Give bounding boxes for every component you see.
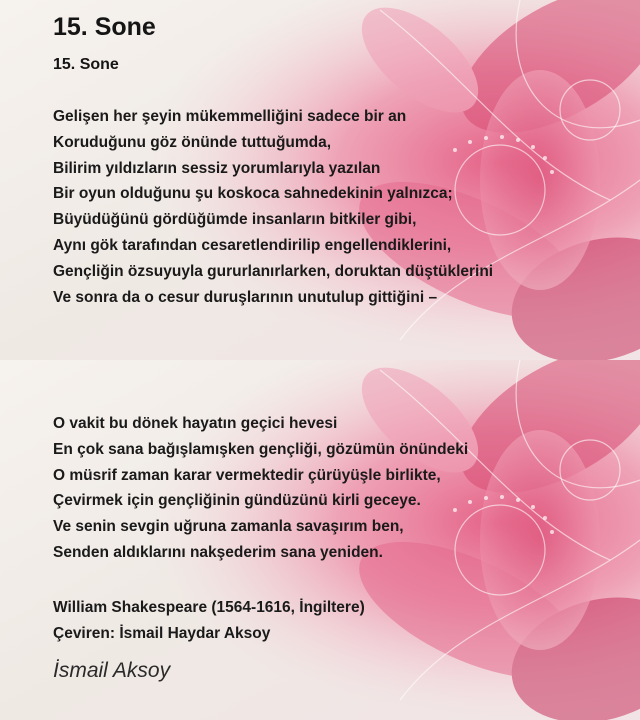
poem-line: O müsrif zaman karar vermektedir çürüyüşle birlikte, (53, 466, 441, 484)
poem-line: Ve sonra da o cesur duruşlarının unutulup gittiğini – (53, 288, 438, 306)
poem-credits (53, 595, 365, 647)
poem-line: Gençliğin özsuyuyla gururlanırlarken, doruktan düştüklerini (53, 262, 494, 280)
poem-line: Aynı gök tarafından cesaretlendirilip engellendiklerini, (53, 236, 452, 254)
poem-line: O vakit bu dönek hayatın geçici hevesi (53, 415, 338, 432)
stanza-2 (53, 411, 468, 566)
poem-line: Bilirim yıldızların sessiz yorumlarıyla yazılan (53, 159, 381, 177)
poem-line: Bir oyun olduğunu şu koskoca sahnedekinin yalnızca; (53, 185, 453, 203)
poem-line: Çevirmek için gençliğinin gündüzünü kirli geceye. (53, 492, 421, 510)
poem-subtitle: 15. Sone (53, 56, 119, 73)
poem-line: Koruduğunu göz önünde tuttuğumda, (53, 133, 332, 151)
translator-line: Çeviren: İsmail Haydar Aksoy (53, 624, 271, 642)
signature: İsmail Aksoy (53, 659, 171, 682)
poem-line: Senden aldıklarını nakşederim sana yeniden. (53, 543, 383, 561)
poem-line: Büyüdüğünü gördüğümde insanların bitkiler gibi, (53, 211, 417, 229)
author-line: William Shakespeare (1564-1616, İngiltere) (53, 599, 365, 616)
stanza-1 (53, 104, 493, 310)
poem-line: Ve senin sevgin uğruna zamanla savaşırım ben, (53, 518, 404, 536)
page-title: 15. Sone (53, 13, 156, 41)
poem-line: Gelişen her şeyin mükemmelliğini sadece bir an (53, 108, 407, 125)
poem-line: En çok sana bağışlamışken gençliği, gözümün önündeki (53, 440, 469, 458)
